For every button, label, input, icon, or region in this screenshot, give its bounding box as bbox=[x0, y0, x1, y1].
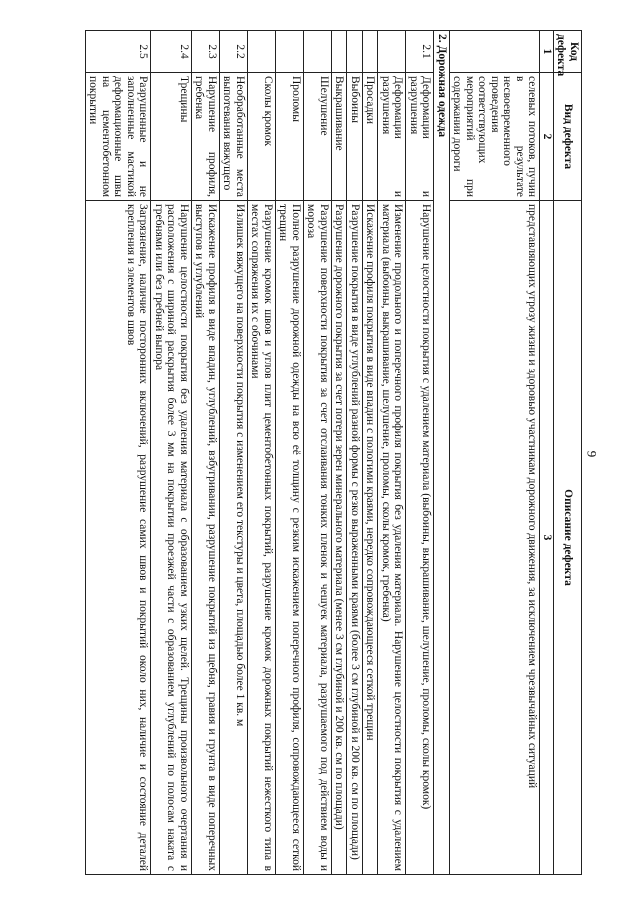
cell-type: Трещины bbox=[151, 73, 192, 201]
cell-description: Разрушение поверхности покрытия за счет отслаивания тонких пленок и чешуек материала, разрушаемого под действием воды и мороза bbox=[304, 201, 332, 875]
cell-description: Нарушение целостности покрытия с удалением материала (выбоины, выкрашивание, шелушение, проломы, сколы кромок) bbox=[406, 201, 434, 875]
table-row bbox=[347, 31, 363, 875]
cell-description: Разрушение дорожного покрытия за счет потери зерен минерального материала (менее 3 см глубиной и 200 кв. см по площади) bbox=[332, 201, 348, 875]
cell-code: 2.4 bbox=[151, 31, 192, 73]
cell-code: 2.5 bbox=[86, 31, 152, 73]
table-row bbox=[86, 31, 152, 875]
cell-code bbox=[347, 31, 363, 73]
table-header-row bbox=[554, 31, 582, 875]
cell-code bbox=[248, 31, 276, 73]
header-description: Описание дефекта bbox=[554, 201, 582, 875]
cell-description: Нарушение целостности покрытия без удаления материала с образованием узких щелей. Трещины произвольного очертания и расположения с шириной раскрытия более 3 мм на покрытии проезжей части с образованием углублений по полосам наката с гребнями или без гребней выпора bbox=[151, 201, 192, 875]
header-type: Вид дефекта bbox=[554, 73, 582, 201]
defects-table-container bbox=[62, 30, 582, 875]
column-number-row bbox=[540, 31, 554, 875]
cell-description: Загрязнение, наличие посторонних включений, разрушение самих швов и покрытий около них, наличие и состояние деталей крепления и элементов швов bbox=[86, 201, 152, 875]
column-number-2: 2 bbox=[540, 73, 554, 201]
cell-type: Деформации и разрушения bbox=[406, 73, 434, 201]
cell-description: представляющих угрозу жизни и здоровью участникам дорожного движения, за исключением чрезвычайных ситуаций bbox=[450, 201, 541, 875]
cell-type: Просадки bbox=[363, 73, 379, 201]
section-row bbox=[434, 31, 450, 875]
table-row bbox=[450, 31, 541, 875]
header-code: Код дефекта bbox=[554, 31, 582, 73]
cell-type: Разрушенные и не заполненные мастикой деформационные швы на цементобетонном покрытии bbox=[86, 73, 152, 201]
cell-type: селевых потоков, пучин в результате несвоевременного проведения соответствующих мероприятий при содержании дороги bbox=[450, 73, 541, 201]
cell-type: Нарушение профиля, гребенка bbox=[192, 73, 220, 201]
cell-description: Разрушение покрытия в виде углублений разной формы с резко выраженными краями (более 3 см глубиной и 200 кв. см по площади) bbox=[347, 201, 363, 875]
table-row bbox=[192, 31, 220, 875]
section-title: 2. Дорожная одежда bbox=[434, 31, 450, 875]
cell-code bbox=[332, 31, 348, 73]
cell-code bbox=[276, 31, 304, 73]
defects-table bbox=[85, 30, 582, 875]
cell-description: Излишек вяжущего на поверхности покрытия с изменением его текстуры и цвета, площадью более 1 кв. м bbox=[220, 201, 248, 875]
table-row bbox=[151, 31, 192, 875]
table-row bbox=[304, 31, 332, 875]
cell-type: Необработанные места выпотевания вяжущего bbox=[220, 73, 248, 201]
table-row bbox=[332, 31, 348, 875]
cell-description: Полное разрушение дорожной одежды на всю её толщину с резким искажением поперечного профиля, сопровождающееся сеткой трещин bbox=[276, 201, 304, 875]
column-number-1: 1 bbox=[540, 31, 554, 73]
cell-type: Шелушение bbox=[304, 73, 332, 201]
cell-type: Выкрашивание bbox=[332, 73, 348, 201]
cell-code bbox=[450, 31, 541, 73]
table-row bbox=[220, 31, 248, 875]
table-row bbox=[276, 31, 304, 875]
page-number: 9 bbox=[584, 450, 600, 458]
cell-code bbox=[378, 31, 406, 73]
cell-type: Деформации и разрушения bbox=[378, 73, 406, 201]
cell-code: 2.2 bbox=[220, 31, 248, 73]
cell-type: Сколы кромок bbox=[248, 73, 276, 201]
cell-description: Изменение продольного и поперечного профиля покрытия без удаления материала. Нарушение целостности покрытия с удалением материала (выбоины, выкрашивание, шелушение, проломы, сколы кромок, гребенка) bbox=[378, 201, 406, 875]
cell-description: Разрушение кромок швов и углов плит цементобетонных покрытий, разрушение кромок дорожных покрытий нежесткого типа в местах сопряжения их с обочинами bbox=[248, 201, 276, 875]
column-number-3: 3 bbox=[540, 201, 554, 875]
table-row bbox=[378, 31, 406, 875]
cell-code bbox=[304, 31, 332, 73]
table-row bbox=[363, 31, 379, 875]
cell-description: Искажение профиля покрытия в виде впадин с пологими краями, нередко сопровождающееся сеткой трещин bbox=[363, 201, 379, 875]
cell-type: Выбоины bbox=[347, 73, 363, 201]
cell-description: Искажение профиля в виде впадин, углублений, взбугривании, разрушение покрытий из щебня, гравия и грунта в виде поперечных выступов и углублений bbox=[192, 201, 220, 875]
cell-code bbox=[363, 31, 379, 73]
cell-type: Проломы bbox=[276, 73, 304, 201]
cell-code: 2.3 bbox=[192, 31, 220, 73]
table-row bbox=[248, 31, 276, 875]
cell-code: 2.1 bbox=[406, 31, 434, 73]
defect-rows bbox=[86, 31, 435, 875]
table-row bbox=[406, 31, 434, 875]
